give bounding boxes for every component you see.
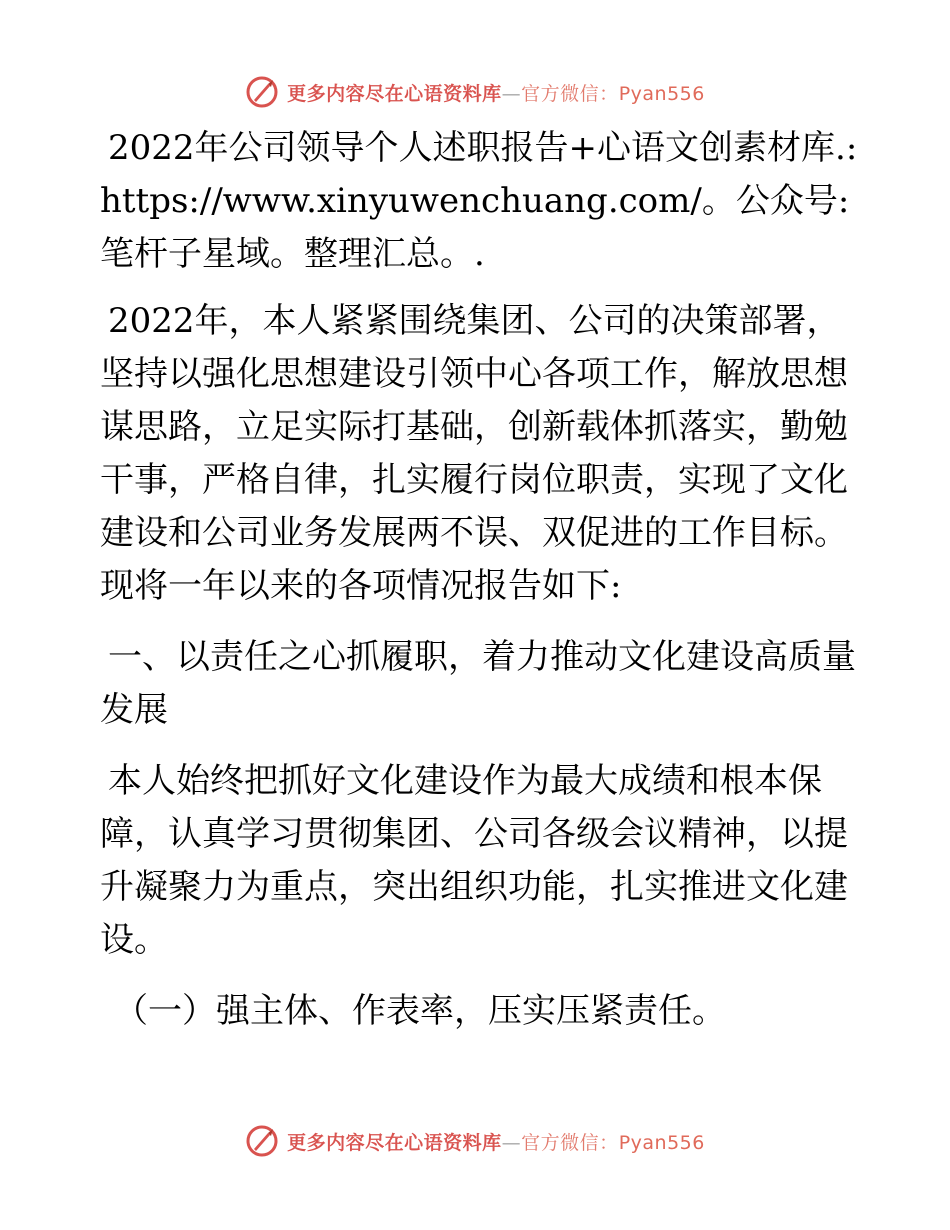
paragraph-title: 2022年公司领导个人述职报告+心语文创素材库.: https://www.xinyuwenchuang.com/。公众号: 笔杆子星域。整理汇总。. — [100, 128, 858, 274]
paragraph-intro: 2022年，本人紧紧围绕集团、公司的决策部署，坚持以强化思想建设引领中心各项工作，解放思想谋思路，立足实际打基础，创新载体抓落实，勤勉干事，严格自律，扎实履行岗位职责，实现了文化建设和公司业务发展两不误、双促进的工作目标。现将一年以来的各项情况报告如下: — [100, 301, 848, 606]
subsection-heading: （一）强主体、作表率，压实压紧责任。 — [114, 991, 726, 1031]
paragraph-section-body: 本人始终把抓好文化建设作为最大成绩和根本保障，认真学习贯彻集团、公司各级会议精神，以提升凝聚力为重点，突出组织功能，扎实推进文化建设。 — [100, 761, 848, 960]
header-banner — [0, 72, 950, 112]
quill-logo-icon — [245, 75, 279, 109]
banner-wechat-id: Pyan556 — [618, 82, 705, 105]
banner-main-text: 更多内容尽在心语资料库 — [287, 82, 502, 105]
section-heading: 一、以责任之心抓履职，着力推动文化建设高质量发展 — [100, 637, 856, 730]
quill-logo-icon — [245, 1124, 279, 1158]
banner-separator: — — [501, 1131, 522, 1154]
banner-text — [287, 79, 705, 106]
banner-main-text: 更多内容尽在心语资料库 — [287, 1131, 502, 1154]
document-body — [100, 122, 860, 1056]
banner-wechat-id: Pyan556 — [618, 1131, 705, 1154]
footer-banner — [0, 1121, 950, 1161]
banner-wechat-label: 官方微信： — [521, 1131, 619, 1154]
banner-separator: — — [501, 82, 522, 105]
banner-text — [287, 1128, 705, 1155]
banner-wechat-label: 官方微信： — [521, 82, 619, 105]
